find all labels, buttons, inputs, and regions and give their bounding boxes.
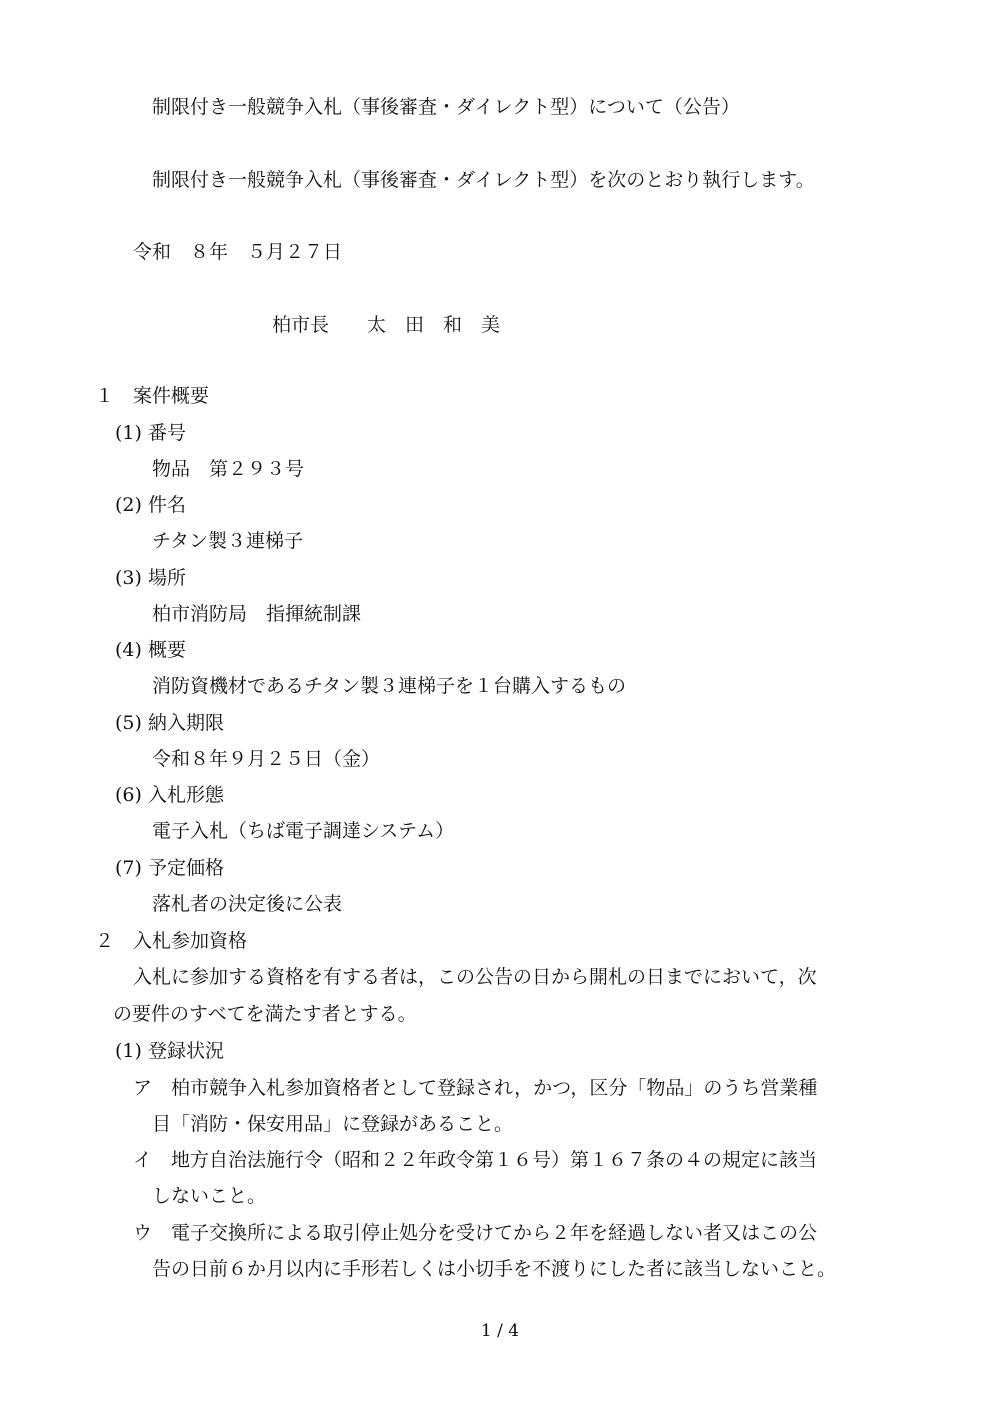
subsection-label: (1) 登録状況 — [115, 1040, 224, 1062]
item-label: (3) 場所 — [115, 567, 186, 589]
item-label: (2) 件名 — [115, 494, 186, 516]
item-value: 落札者の決定後に公表 — [152, 893, 343, 915]
intro-text: 制限付き一般競争入札（事後審査・ダイレクト型）を次のとおり執行します。 — [152, 169, 815, 191]
item-label: (1) 番号 — [115, 422, 186, 444]
notice-date: 令和 ８年 ５月２７日 — [133, 241, 343, 263]
list-item-line: 目「消防・保安用品」に登録があること。 — [152, 1113, 514, 1135]
list-item-line: イ 地方自治法施行令（昭和２２年政令第１６号）第１６７条の４の規定に該当 — [133, 1149, 818, 1171]
list-item-line: ア 柏市競争入札参加資格者として登録され，かつ，区分「物品」のうち営業種 — [133, 1077, 818, 1099]
item-value: 電子入札（ちば電子調達システム） — [152, 820, 455, 842]
page-number: 1 / 4 — [480, 1321, 520, 1341]
item-label: (5) 納入期限 — [115, 712, 224, 734]
item-value: チタン製３連梯子 — [152, 530, 304, 552]
issuer-name: 柏市長 太 田 和 美 — [272, 314, 501, 336]
item-label: (7) 予定価格 — [115, 857, 224, 879]
list-item-line: しないこと。 — [152, 1185, 267, 1207]
item-value: 物品 第２９３号 — [152, 458, 305, 480]
section-2-heading: ２ 入札参加資格 — [95, 930, 248, 952]
list-item-line: ウ 電子交換所による取引停止処分を受けてから２年を経過しない者又はこの公 — [133, 1222, 818, 1244]
list-item-line: 告の日前６か月以内に手形若しくは小切手を不渡りにした者に該当しないこと。 — [152, 1258, 837, 1280]
item-label: (4) 概要 — [115, 639, 186, 661]
section-1-heading: １ 案件概要 — [95, 385, 210, 407]
paragraph-line: 入札に参加する資格を有する者は，この公告の日から開札の日までにおいて，次 — [133, 966, 817, 988]
item-label: (6) 入札形態 — [115, 784, 224, 806]
item-value: 柏市消防局 指揮統制課 — [152, 603, 362, 625]
paragraph-line: の要件のすべてを満たす者とする。 — [113, 1003, 417, 1025]
item-value: 令和８年９月２５日（金） — [152, 748, 381, 770]
item-value: 消防資機材であるチタン製３連梯子を１台購入するもの — [152, 675, 627, 697]
document-title: 制限付き一般競争入札（事後審査・ダイレクト型）について（公告） — [152, 96, 740, 118]
